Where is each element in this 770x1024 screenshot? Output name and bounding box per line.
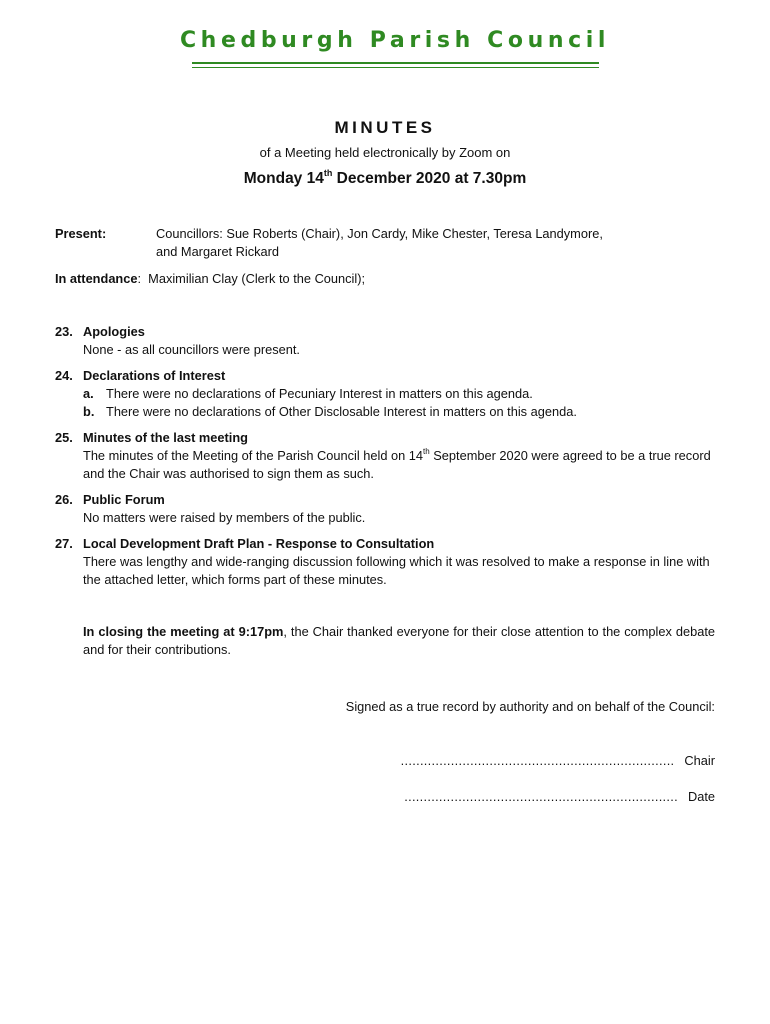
meeting-subtitle: of a Meeting held electronically by Zoom on bbox=[259, 145, 511, 160]
sub-item-b bbox=[83, 403, 715, 421]
minutes-heading: MINUTES bbox=[334, 118, 436, 137]
chair-label: Chair bbox=[684, 753, 715, 768]
date-ordinal: th bbox=[323, 168, 333, 178]
present-line-1: Councillors: Sue Roberts (Chair), Jon Cardy, Mike Chester, Teresa Landymore, bbox=[156, 226, 603, 241]
item-text: None - as all councillors were present. bbox=[83, 342, 300, 357]
minutes-items bbox=[55, 323, 715, 589]
item-text-start: The minutes of the Meeting of the Parish Council held on 14 bbox=[83, 448, 424, 463]
agenda-item-26 bbox=[55, 491, 715, 527]
item-text: There was lengthy and wide-ranging discussion following which it was resolved to make a response in line with the attached letter, which forms part of these minutes. bbox=[83, 554, 710, 587]
item-text: No matters were raised by members of the public. bbox=[83, 510, 366, 525]
item-number: 27. bbox=[55, 536, 73, 551]
header-rule-thin bbox=[192, 67, 599, 68]
item-heading: Declarations of Interest bbox=[83, 368, 226, 383]
date-label: Date bbox=[687, 789, 715, 804]
attendance-text: : Maximilian Clay (Clerk to the Council); bbox=[137, 271, 366, 286]
item-heading: Minutes of the last meeting bbox=[83, 430, 248, 445]
date-signature-line bbox=[404, 789, 715, 804]
sub-item-text: There were no declarations of Other Disclosable Interest in matters on this agenda. bbox=[106, 404, 577, 419]
item-number: 24. bbox=[55, 368, 73, 383]
signature-statement: Signed as a true record by authority and on behalf of the Council: bbox=[345, 699, 715, 714]
header-rule-thick bbox=[192, 62, 599, 64]
meeting-date bbox=[0, 170, 770, 188]
item-text-end: September 2020 were agreed to be a true record and the Chair was authorised to sign them as such. bbox=[83, 448, 711, 481]
item-number: 23. bbox=[55, 324, 73, 339]
closing-bold: In closing the meeting at 9:17pm bbox=[83, 624, 284, 639]
closing-text: , the Chair thanked everyone for their close attention to the complex debate and for their contributions. bbox=[83, 624, 715, 657]
sub-item-text: There were no declarations of Pecuniary Interest in matters on this agenda. bbox=[106, 386, 533, 401]
sub-item-letter: a. bbox=[83, 386, 94, 401]
attendance-label: In attendance bbox=[55, 271, 138, 286]
closing-paragraph bbox=[83, 623, 715, 659]
present-list bbox=[156, 225, 603, 261]
item-text bbox=[83, 447, 715, 483]
council-name: Chedburgh Parish Council bbox=[179, 28, 611, 53]
item-heading: Local Development Draft Plan - Response to Consultation bbox=[83, 536, 435, 551]
agenda-item-23 bbox=[55, 323, 715, 359]
item-heading: Public Forum bbox=[83, 492, 165, 507]
signature-dots: ....................................................................... bbox=[400, 753, 675, 768]
agenda-item-25 bbox=[55, 429, 715, 483]
present-line-2: and Margaret Rickard bbox=[156, 244, 280, 259]
sub-item-a bbox=[83, 385, 715, 403]
sub-item-letter: b. bbox=[83, 404, 95, 419]
agenda-item-24 bbox=[55, 367, 715, 421]
present-label: Present: bbox=[55, 226, 107, 241]
item-number: 26. bbox=[55, 492, 73, 507]
attendance-row bbox=[55, 270, 365, 288]
item-number: 25. bbox=[55, 430, 73, 445]
chair-signature-line bbox=[401, 753, 715, 768]
item-text-ordinal: th bbox=[423, 447, 430, 456]
item-heading: Apologies bbox=[83, 324, 145, 339]
signature-dots: ....................................................................... bbox=[404, 789, 678, 804]
agenda-item-27 bbox=[55, 535, 715, 589]
date-prefix: Monday 14 bbox=[243, 170, 324, 187]
date-rest: December 2020 at 7.30pm bbox=[332, 170, 527, 187]
